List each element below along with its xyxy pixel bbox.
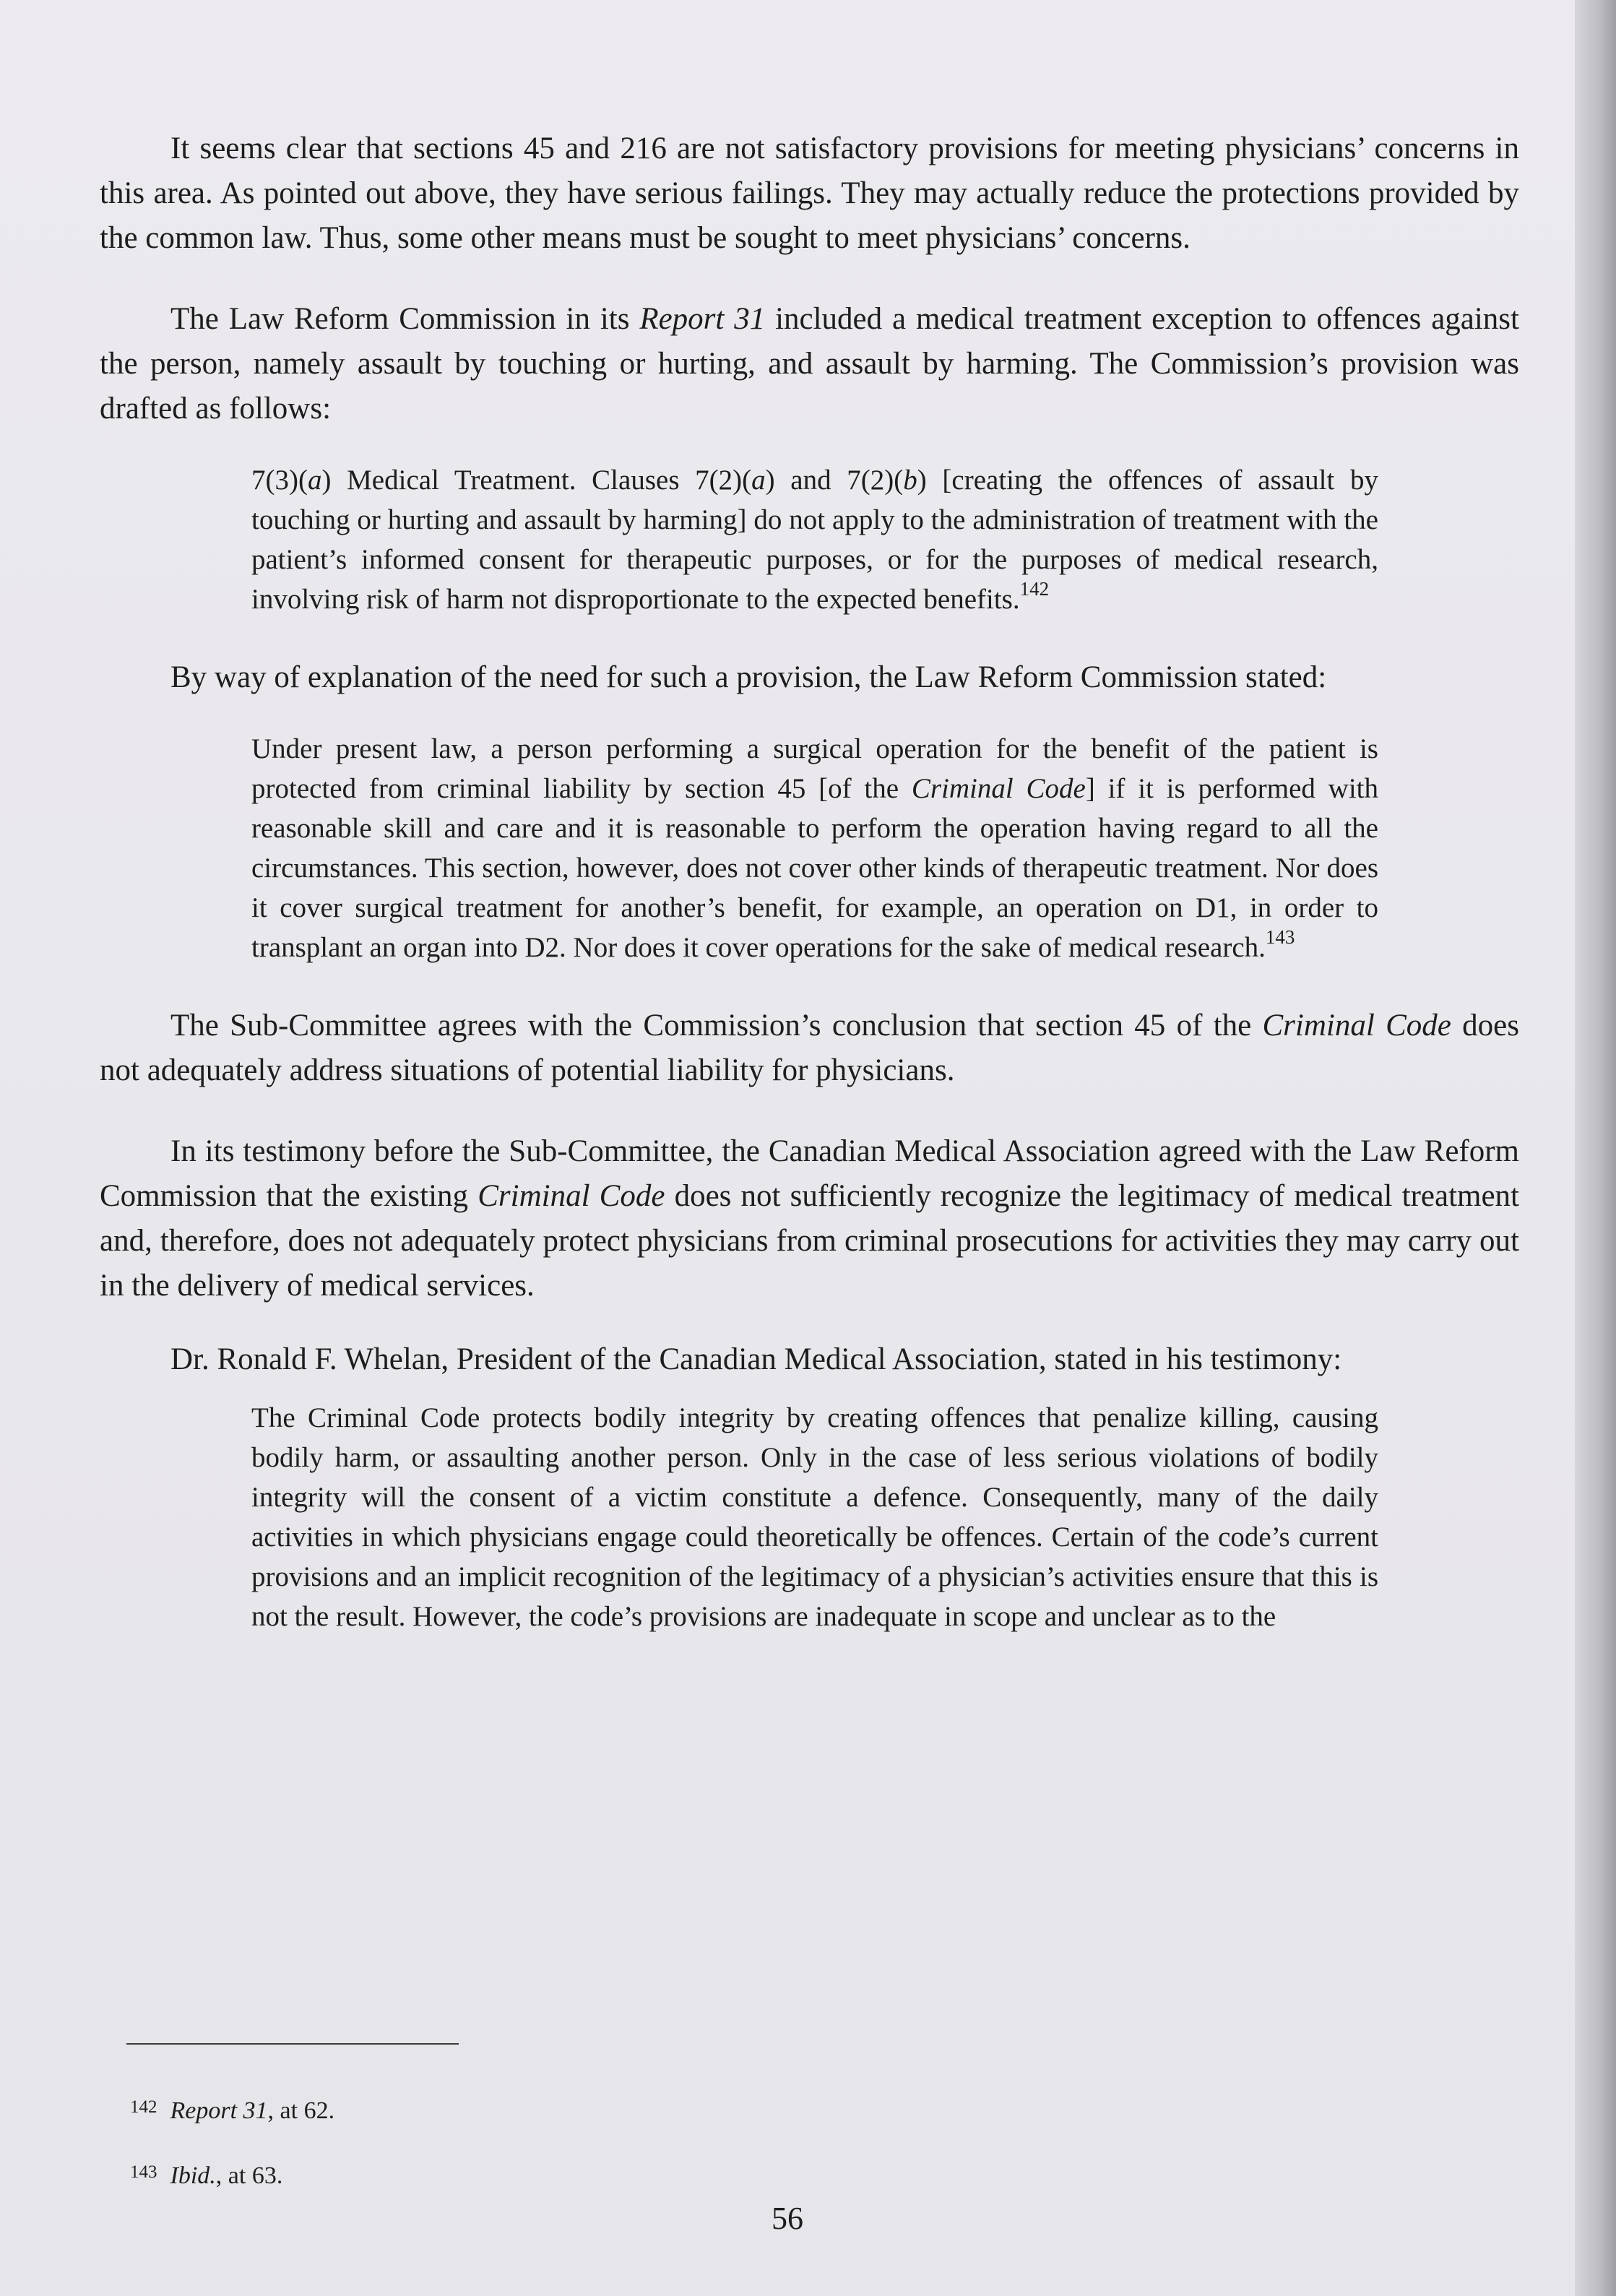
text-run: 7(3)( bbox=[251, 465, 308, 496]
block-quote-present-law bbox=[251, 729, 1378, 967]
text-run: ) and 7(2)( bbox=[765, 465, 904, 496]
text-run: ] if it is performed with reasonable skill and care and it is reasonable to perform the operation having regard to all the circumstances. This section, however, does not cover other kinds of therapeutic treatment. Nor does it cover surgical treatment for another’s benefit, for example, an operation on D1, in order to transplant an organ into D2. Nor does it cover operations for the sake of medical research. bbox=[251, 773, 1379, 963]
italic-run: b bbox=[903, 465, 917, 496]
body-text bbox=[100, 126, 1519, 1636]
code-title: Criminal Code bbox=[478, 1179, 665, 1213]
code-title: Criminal Code bbox=[911, 773, 1086, 804]
block-quote-whelan: The Criminal Code protects bodily integrity by creating offences that penalize killing, causing bodily harm, or assaulting another person. Only in the case of less serious violations of bodily integrity will the consent of a victim constitute a defence. Consequently, many of the daily activities in which physicians engage could theoretically be offences. Certain of the code’s current provisions and an implicit recognition of the legitimacy of a physician’s activities ensure that this is not the result. However, the code’s provisions are inadequate in scope and unclear as to the bbox=[251, 1402, 1378, 1632]
text-run: does not adequately address situations of potential liability for physicians. bbox=[100, 1009, 1519, 1087]
paragraph-sections-45-216: It seems clear that sections 45 and 216 are not satisfactory provisions for meeting physicians’ concerns in this area. As pointed out above, they have serious failings. They may actually reduce the protections provided by the common law. Thus, some other means must be sought to meet physicians’ concerns. bbox=[100, 131, 1519, 255]
italic-run: a bbox=[307, 465, 322, 496]
footnote-ref-142: 142 bbox=[1019, 578, 1050, 600]
page-number: 56 bbox=[772, 2201, 803, 2236]
footnote-143 bbox=[130, 2160, 282, 2194]
paragraph-explanation-intro: By way of explanation of the need for such a provision, the Law Reform Commission stated: bbox=[170, 660, 1327, 694]
footnote-number: 142 bbox=[130, 2097, 157, 2117]
italic-run: a bbox=[751, 465, 766, 496]
footnote-divider bbox=[126, 2043, 459, 2045]
report-title: Report 31 bbox=[639, 302, 766, 336]
text-run: does not sufficiently recognize the legitimacy of medical treatment and, therefore, does not adequately protect physicians from criminal prosecutions for activities they may carry out in the delivery of medical services. bbox=[100, 1179, 1520, 1303]
footnote-142 bbox=[130, 2095, 334, 2129]
paragraph-whelan-intro: Dr. Ronald F. Whelan, President of the Canadian Medical Association, stated in his testimony: bbox=[170, 1342, 1342, 1376]
paragraph-law-reform-commission bbox=[100, 297, 1519, 431]
footnote-source: Report 31 bbox=[170, 2097, 268, 2124]
paragraph-cma-testimony bbox=[100, 1129, 1519, 1308]
footnote-ref-143: 143 bbox=[1265, 926, 1295, 948]
code-title: Criminal Code bbox=[1262, 1009, 1451, 1043]
text-run: Under present law, a person performing a surgical operation for the benefit of the patient is protected from criminal liability by section 45 [of the bbox=[251, 733, 1378, 804]
block-quote-medical-treatment bbox=[251, 460, 1378, 619]
text-run: ) Medical Treatment. Clauses 7(2)( bbox=[321, 465, 752, 496]
text-run: The Sub-Committee agrees with the Commission’s conclusion that section 45 of the bbox=[170, 1009, 1263, 1043]
paragraph-sub-committee-agrees bbox=[100, 1004, 1519, 1093]
footnote-number: 143 bbox=[130, 2162, 157, 2182]
text-run: ) [creating the offences of assault by touching or hurting and assault by harming] do not apply to the administration of treatment with the patient’s informed consent for therapeutic purposes, or for the purposes of medical research, involving risk of harm not disproportionate to the expected benefits. bbox=[251, 465, 1378, 615]
footnote-text: , at 62. bbox=[267, 2097, 335, 2124]
text-run: In its testimony before the Sub-Committee, the Canadian Medical Association agreed with the Law Reform Commission that the existing bbox=[100, 1134, 1519, 1213]
page-edge-shadow bbox=[1575, 0, 1616, 2296]
text-run: included a medical treatment exception to offences against the person, namely assault by touching or hurting, and assault by harming. The Commission’s provision was drafted as follows: bbox=[100, 302, 1519, 426]
footnote-text: , at 63. bbox=[215, 2162, 283, 2189]
text-run: The Law Reform Commission in its bbox=[170, 302, 640, 336]
footnote-source: Ibid. bbox=[170, 2162, 216, 2189]
